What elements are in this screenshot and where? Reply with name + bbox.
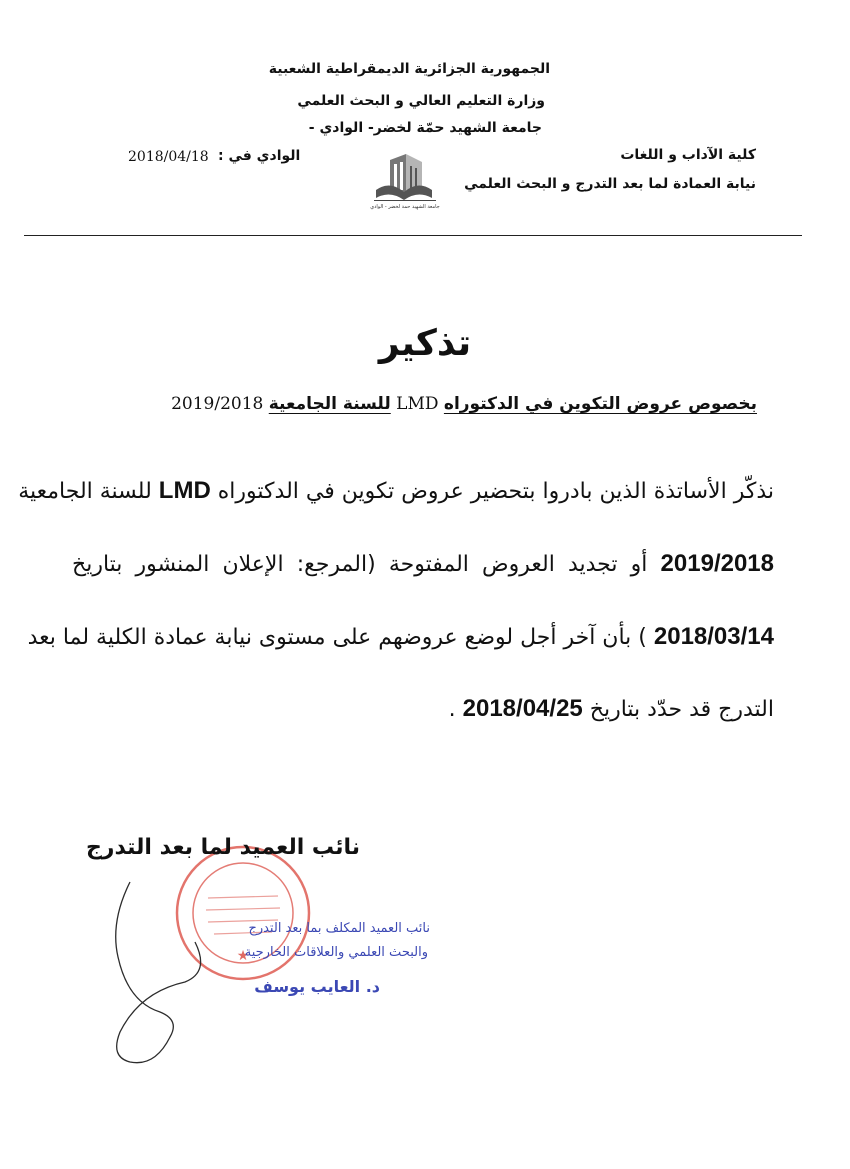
stamp-title-line: نائب العميد المكلف بما بعد التدرج: [248, 921, 430, 936]
body-line: [72, 695, 774, 723]
faculty-name: كلية الآداب و اللغات: [620, 147, 756, 163]
body-text: .: [448, 697, 456, 722]
document-title: تذكير: [378, 323, 472, 364]
subject-suffix: للسنة الجامعية: [268, 394, 391, 414]
deadline-date: 2018/04/25: [462, 695, 583, 722]
university-logo: [370, 150, 440, 216]
svg-text:★: ★: [236, 948, 250, 964]
date-label: الوادي في :: [218, 148, 301, 164]
subject-prefix: بخصوص عروض التكوين في الدكتوراه: [443, 394, 757, 414]
body-text: ) بأن آخر أجل لوضع عروضهم على مستوى نيابة عمادة الكلية لما بعد: [27, 625, 647, 650]
body-text: للسنة الجامعية: [18, 479, 152, 504]
department-name: نيابة العمادة لما بعد التدرج و البحث العلمي: [464, 176, 756, 192]
ministry-heading: وزارة التعليم العالي و البحث العلمي: [297, 93, 545, 109]
signatory-title: نائب العميد لما بعد التدرج: [85, 835, 360, 860]
logo-caption: جامعة الشهيد حمة لخضر - الوادي: [370, 204, 440, 210]
building-logo-icon: [370, 150, 440, 212]
body-line: [18, 477, 774, 505]
stamp-title-line: والبحث العلمي والعلاقات الخارجية: [244, 945, 428, 960]
body-lmd: LMD: [158, 477, 211, 504]
stamp-signatory-name: د. العايب يوسف: [254, 977, 380, 996]
reference-date: 2018/03/14: [653, 623, 774, 650]
university-heading: جامعة الشهيد حمّة لخضر- الوادي -: [308, 120, 542, 136]
republic-heading: الجمهورية الجزائرية الديمقراطية الشعبية: [268, 61, 550, 77]
body-text: نذكّر الأساتذة الذين بادروا بتحضير عروض تكوين في الدكتوراه: [217, 479, 774, 504]
handwritten-signature: [100, 862, 220, 1076]
body-line: [27, 623, 774, 651]
body-line: [72, 550, 774, 578]
body-text: التدرج قد حدّد بتاريخ: [589, 697, 774, 722]
academic-year: 2019/2018: [660, 550, 774, 577]
subject-year: 2019/2018: [171, 394, 264, 414]
subject-line: [171, 394, 757, 414]
date-value: 2018/04/18: [128, 149, 209, 165]
subject-lmd: LMD: [396, 394, 439, 414]
header-divider: [24, 235, 802, 236]
body-text: أو تجديد العروض المفتوحة (المرجع: الإعلان المنشور بتاريخ: [72, 552, 648, 577]
signature-stroke-icon: [100, 862, 220, 1072]
